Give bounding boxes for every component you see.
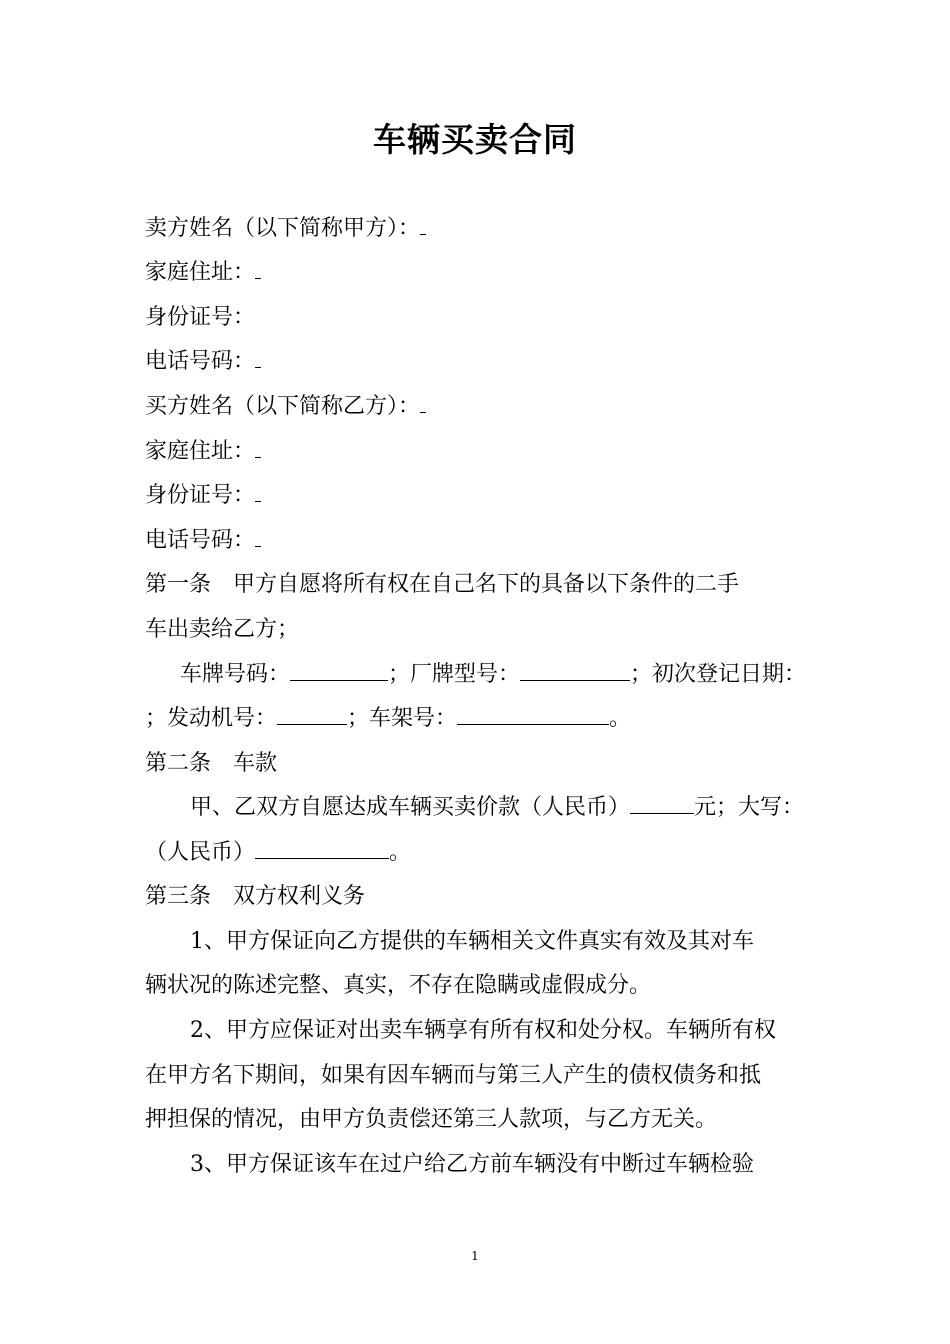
reg-date-label: ；初次登记日期： xyxy=(630,662,807,687)
buyer-phone-blank xyxy=(255,520,261,547)
seller-id-line xyxy=(145,296,815,340)
buyer-phone-line xyxy=(145,519,815,563)
buyer-name-label: 买方姓名（以下简称乙方）： xyxy=(145,394,421,419)
buyer-name-blank xyxy=(420,386,426,413)
model-blank xyxy=(520,654,630,681)
article1-heading-cont: 车出卖给乙方； xyxy=(145,617,300,642)
seller-phone-blank xyxy=(255,341,261,368)
vehicle-info-line-2 xyxy=(145,697,815,741)
frame-blank xyxy=(457,698,609,725)
plate-blank xyxy=(290,654,388,681)
vehicle-info-line xyxy=(180,653,820,697)
seller-address-label: 家庭住址： xyxy=(145,260,256,285)
engine-label: ；发动机号： xyxy=(145,706,278,731)
buyer-address-label: 家庭住址： xyxy=(145,439,256,464)
price-text: 甲、乙双方自愿达成车辆买卖价款（人民币） xyxy=(190,795,631,820)
capital-line xyxy=(145,831,815,875)
article1-end: 。 xyxy=(609,706,632,731)
seller-name-label: 卖方姓名（以下简称甲方）： xyxy=(145,216,421,241)
article3-item1-line2: 辆状况的陈述完整、真实，不存在隐瞒或虚假成分。 xyxy=(145,973,652,998)
article1-heading: 第一条 甲方自愿将所有权在自己名下的具备以下条件的二手 xyxy=(145,572,740,597)
buyer-name-line xyxy=(145,385,815,429)
article3-item2-line2: 在甲方名下期间，如果有因车辆而与第三人产生的债权债务和抵 xyxy=(145,1063,762,1088)
article3-item1-line1: 1、甲方保证向乙方提供的车辆相关文件真实有效及其对车 xyxy=(190,929,754,954)
seller-id-label: 身份证号： xyxy=(145,305,256,330)
page-number: 1 xyxy=(471,1249,479,1263)
seller-phone-line xyxy=(145,340,815,384)
price-blank xyxy=(630,787,694,814)
price-line xyxy=(190,786,820,830)
buyer-id-label: 身份证号： xyxy=(145,483,256,508)
article3-heading: 第三条 双方权利义务 xyxy=(145,884,366,909)
article3-item3-line1: 3、甲方保证该车在过户给乙方前车辆没有中断过车辆检验 xyxy=(190,1152,754,1177)
seller-name-blank xyxy=(420,208,426,235)
contract-title: 车辆买卖合同 xyxy=(373,120,577,159)
plate-label: 车牌号码： xyxy=(180,662,291,687)
seller-name-line xyxy=(145,207,815,251)
seller-address-blank xyxy=(255,252,261,279)
buyer-address-line xyxy=(145,430,815,474)
article2-end: 。 xyxy=(389,840,412,865)
seller-address-line xyxy=(145,251,815,295)
seller-phone-label: 电话号码： xyxy=(145,349,256,374)
capital-blank xyxy=(255,832,389,859)
article2-heading: 第二条 车款 xyxy=(145,751,278,776)
buyer-id-blank xyxy=(255,475,261,502)
price-unit: 元；大写： xyxy=(694,795,805,820)
capital-label: （人民币） xyxy=(145,840,256,865)
buyer-id-line xyxy=(145,474,815,518)
article3-item2-line3: 押担保的情况，由甲方负责偿还第三人款项，与乙方无关。 xyxy=(145,1107,718,1132)
article3-item2-line1: 2、甲方应保证对出卖车辆享有所有权和处分权。车辆所有权 xyxy=(190,1018,776,1043)
model-label: ；厂牌型号： xyxy=(388,662,521,687)
buyer-address-blank xyxy=(255,431,261,458)
buyer-phone-label: 电话号码： xyxy=(145,528,256,553)
engine-blank xyxy=(277,698,347,725)
frame-label: ；车架号： xyxy=(347,706,458,731)
